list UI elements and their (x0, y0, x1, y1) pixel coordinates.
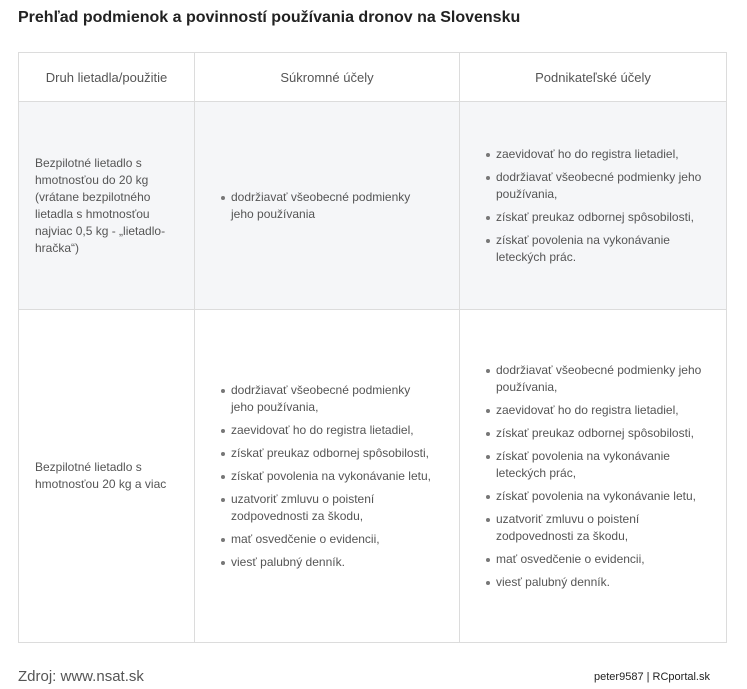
source-caption: Zdroj: www.nsat.sk (18, 668, 144, 685)
list-item: uzatvoriť zmluvu o poistení zodpovednosti za škodu, (496, 511, 702, 545)
list-item: mať osvedčenie o evidencii, (231, 531, 435, 548)
list-item: získať preukaz odbornej spôsobilosti, (496, 425, 702, 442)
list-item: zaevidovať ho do registra lietadiel, (231, 422, 435, 439)
business-requirements-list (460, 362, 726, 591)
table-row (19, 310, 727, 643)
list-item: zaevidovať ho do registra lietadiel, (496, 146, 702, 163)
business-requirements-list (460, 146, 726, 266)
business-use-cell (460, 310, 727, 643)
list-item: dodržiavať všeobecné podmienky jeho používania (231, 189, 435, 223)
list-item: mať osvedčenie o evidencii, (496, 551, 702, 568)
list-item: získať povolenia na vykonávanie letu, (496, 488, 702, 505)
aircraft-type-cell (19, 310, 195, 643)
aircraft-type-label: Bezpilotné lietadlo s hmotnosťou 20 kg a viac (35, 460, 167, 491)
table-row (19, 102, 727, 310)
list-item: viesť palubný denník. (231, 554, 435, 571)
list-item: uzatvoriť zmluvu o poistení zodpovednosti za škodu, (231, 491, 435, 525)
column-header-type: Druh lietadla/použitie (19, 53, 195, 102)
list-item: zaevidovať ho do registra lietadiel, (496, 402, 702, 419)
list-item: dodržiavať všeobecné podmienky jeho používania, (496, 169, 702, 201)
table-header-row (19, 53, 727, 102)
list-item: získať preukaz odbornej spôsobilosti, (496, 209, 702, 226)
list-item: získať preukaz odbornej spôsobilosti, (231, 445, 435, 462)
aircraft-type-label: Bezpilotné lietadlo s hmotnosťou do 20 kg (vrátane bezpilotného lietadla s hmotnosťou najviac 0,5 kg - „lietadlo-hračka“) (35, 155, 166, 255)
private-requirements-list (195, 382, 459, 571)
list-item: získať povolenia na vykonávanie leteckých prác. (496, 232, 702, 266)
list-item: viesť palubný denník. (496, 574, 702, 591)
list-item: dodržiavať všeobecné podmienky jeho používania, (496, 362, 702, 394)
aircraft-type-cell (19, 102, 195, 310)
page-title: Prehľad podmienok a povinností používania dronov na Slovensku (18, 9, 521, 26)
column-header-business: Podnikateľské účely (460, 53, 727, 102)
list-item: získať povolenia na vykonávanie letu, (231, 468, 435, 485)
business-use-cell (460, 102, 727, 310)
drone-rules-table (18, 52, 727, 643)
private-use-cell (195, 310, 460, 643)
list-item: dodržiavať všeobecné podmienky jeho používania, (231, 382, 435, 416)
list-item: získať povolenia na vykonávanie leteckých prác, (496, 448, 702, 482)
private-use-cell (195, 102, 460, 310)
column-header-private: Súkromné účely (195, 53, 460, 102)
watermark-credit: peter9587 | RCportal.sk (594, 671, 710, 683)
private-requirements-list (195, 189, 459, 223)
